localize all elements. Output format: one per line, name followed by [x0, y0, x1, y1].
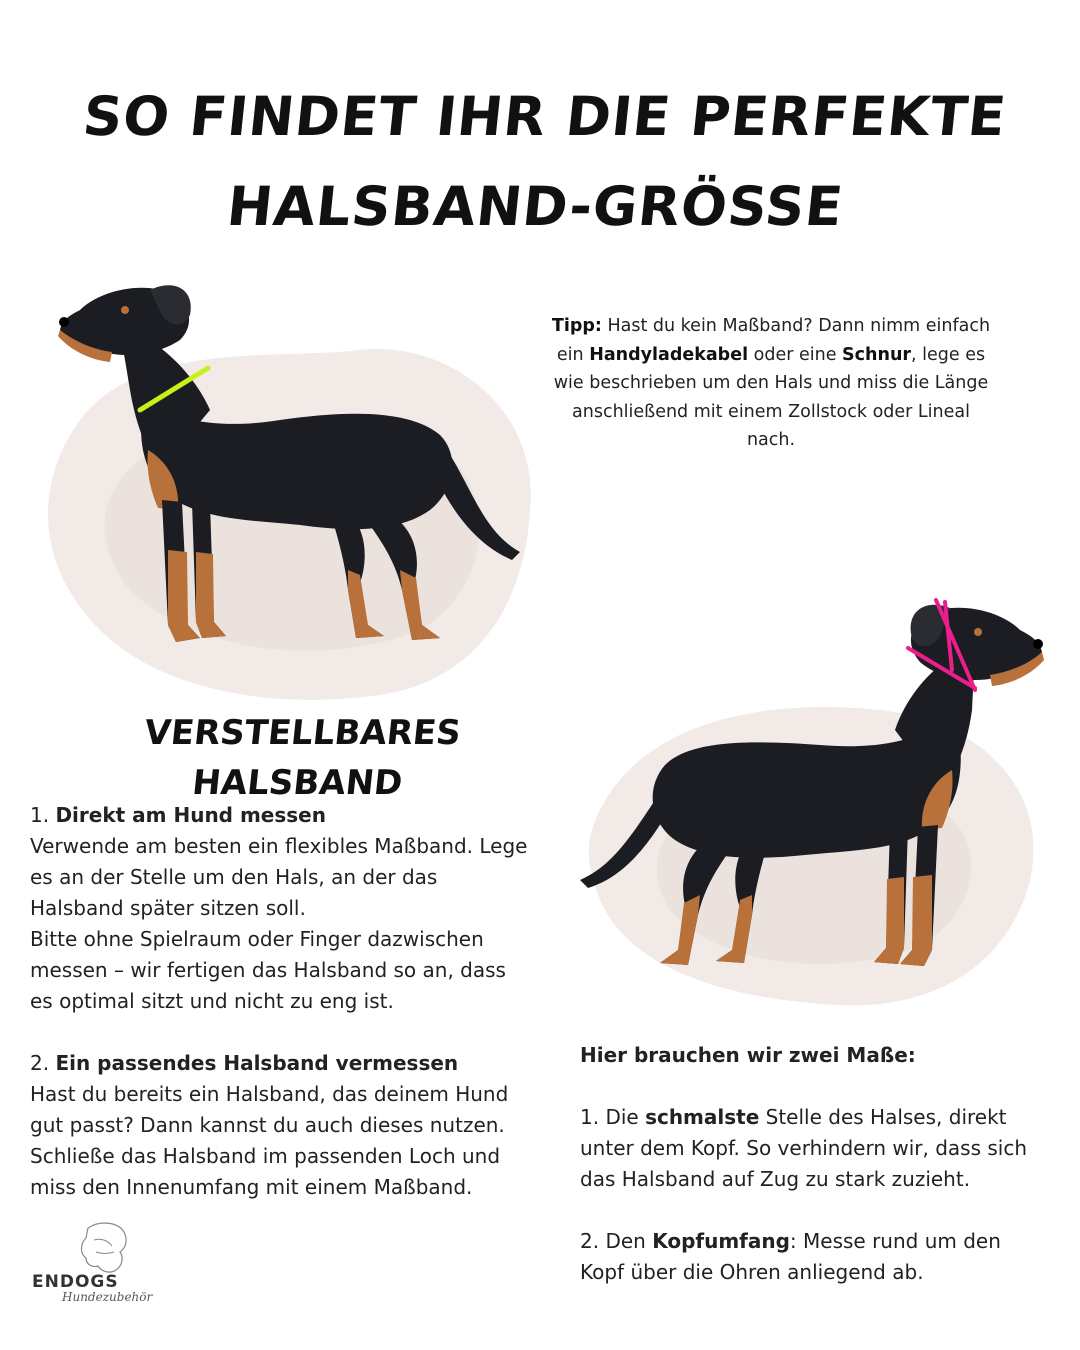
- step-2-title: Ein passendes Halsband vermessen: [55, 1051, 459, 1075]
- tip-text: [548, 312, 994, 455]
- measurement-1-pre: 1. Die: [580, 1105, 646, 1129]
- logo-tagline: Hundezubehör: [62, 1290, 153, 1304]
- measurement-1-post: Stelle des Halses, direkt unter dem Kopf. So verhindern wir, dass sich das Halsband auf Zug zu stark zuzieht.: [580, 1105, 1028, 1191]
- step-2-text: Hast du bereits ein Halsband, das deinem Hund gut passt? Dann kannst du auch dieses nutzen. Schließe das Halsband im passenden Loch und miss den Innenumfang mit einem Maßband.: [30, 1082, 509, 1199]
- tip-bold-string: Schnur: [842, 344, 912, 365]
- step-2-heading: [30, 1048, 530, 1079]
- page-title: [0, 72, 1080, 252]
- tip-text-1: Hast du kein Maßband? Dann nimm einfach ein: [556, 316, 991, 365]
- title-line-1: SO FINDET IHR DIE PERFEKTE: [80, 85, 1010, 148]
- tip-text-2: oder eine: [748, 344, 843, 365]
- measurement-2-post: : Messe rund um den Kopf über die Ohren anliegend ab.: [580, 1229, 1001, 1284]
- step-1-text-2: Bitte ohne Spielraum oder Finger dazwischen messen – wir fertigen das Halsband so an, dass es optimal sitzt und nicht zu eng ist.: [30, 927, 506, 1013]
- tip-label: Tipp:: [551, 316, 602, 336]
- logo-name: ENDOGS: [32, 1272, 119, 1292]
- dog-collar-illustration: [50, 270, 520, 670]
- measurement-1-bold: schmalste: [645, 1105, 760, 1129]
- measurement-1: [580, 1102, 1050, 1195]
- title-line-2: HALSBAND-GRÖSSE: [224, 175, 847, 238]
- measurement-2-bold: Kopfumfang: [652, 1229, 790, 1253]
- step-1-heading: [30, 800, 530, 831]
- two-measurements-steps: [580, 1040, 1050, 1288]
- section-title: VERSTELLBARES HALSBAND: [142, 713, 463, 803]
- step-1-title: Direkt am Hund messen: [55, 803, 326, 827]
- tip-text-3: , lege es wie beschrieben um den Hals und miss die Länge anschließend mit einem Zollstock oder Lineal nach.: [553, 344, 989, 450]
- measurements-heading-text: Hier brauchen wir zwei Maße:: [580, 1043, 916, 1067]
- step-2-number: 2.: [30, 1051, 56, 1075]
- step-1-number: 1.: [30, 803, 56, 827]
- measurement-2: [580, 1226, 1050, 1288]
- adjustable-collar-steps: [30, 800, 530, 1203]
- tip-bold-cable: Handyladekabel: [589, 344, 749, 365]
- measurement-2-pre: 2. Den: [580, 1229, 653, 1253]
- dog-head-measure-illustration: [580, 590, 1050, 990]
- step-1-text-1: Verwende am besten ein flexibles Maßband. Lege es an der Stelle um den Hals, an der das Halsband später sitzen soll.: [30, 834, 528, 920]
- measurements-heading: [580, 1040, 1050, 1071]
